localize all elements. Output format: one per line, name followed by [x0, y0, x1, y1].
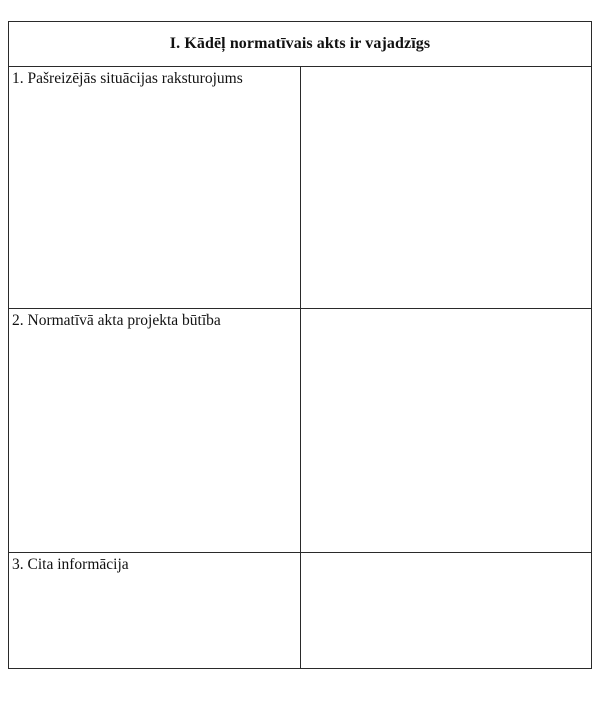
table-row	[9, 67, 592, 309]
table-row	[9, 309, 592, 553]
row-value-project-essence	[300, 309, 592, 553]
row-value-current-situation	[300, 67, 592, 309]
annotation-table	[8, 21, 592, 669]
table-row	[9, 553, 592, 669]
row-label-project-essence: 2. Normatīvā akta projekta būtība	[9, 309, 301, 553]
row-label-current-situation: 1. Pašreizējās situācijas raksturojums	[9, 67, 301, 309]
row-value-other-information	[300, 553, 592, 669]
row-label-other-information: 3. Cita informācija	[9, 553, 301, 669]
table-header-row	[9, 22, 592, 67]
section-title: I. Kādēļ normatīvais akts ir vajadzīgs	[9, 22, 592, 67]
